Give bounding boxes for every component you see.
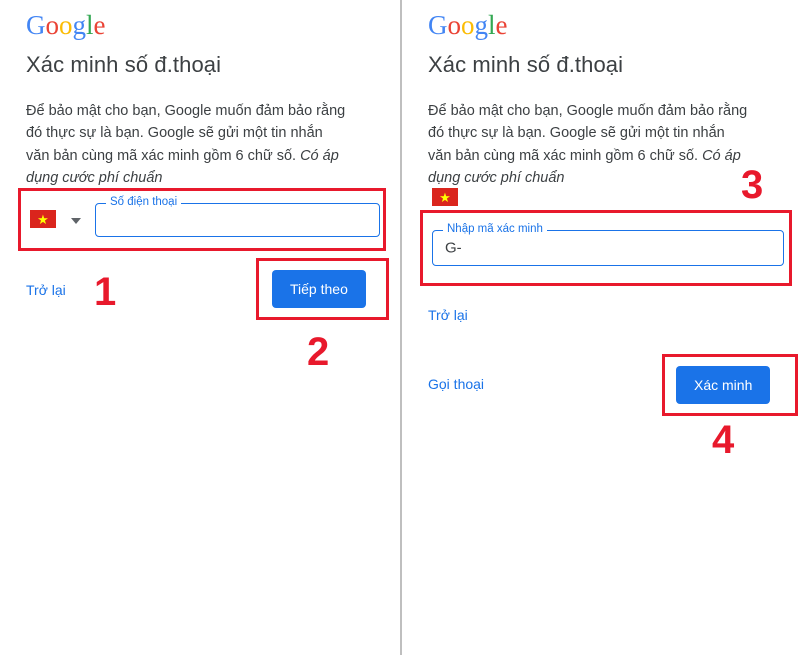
annotation-marker-4: 4 — [712, 418, 735, 462]
description-plain: Để bảo mật cho bạn, Google muốn đảm bảo rằng đó thực sự là bạn. Google sẽ gửi một tin nhắn văn bản cùng mã xác minh gồm 6 chữ số. — [26, 103, 346, 164]
flag-star-glyph: ★ — [37, 211, 49, 227]
description-text — [26, 100, 346, 190]
logo-letter-o2: o — [59, 10, 73, 40]
description-plain-2: Để bảo mật cho bạn, Google muốn đảm bảo rằng đó thực sự là bạn. Google sẽ gửi một tin nhắn văn bản cùng mã xác minh gồm 6 chữ số. — [428, 103, 748, 164]
logo-letter-g2: g — [72, 10, 86, 40]
back-link-2[interactable]: Trở lại — [428, 307, 468, 323]
phone-input-label: Số điện thoại — [106, 196, 181, 208]
next-button[interactable]: Tiếp theo — [272, 270, 366, 308]
code-input-value: G- — [445, 239, 462, 257]
phone-input-wrapper[interactable] — [95, 196, 380, 237]
flag-star-glyph-2: ★ — [439, 189, 451, 205]
logo-letter-o2: o — [461, 10, 475, 40]
logo-letter-e: e — [93, 10, 106, 40]
code-input-wrapper[interactable] — [432, 223, 784, 266]
verify-button[interactable]: Xác minh — [676, 366, 770, 404]
logo-letter-o1: o — [447, 10, 461, 40]
chevron-down-icon[interactable] — [71, 218, 81, 224]
annotation-marker-1: 1 — [94, 270, 117, 314]
annotation-marker-2: 2 — [307, 330, 330, 374]
back-link[interactable]: Trở lại — [26, 282, 66, 298]
logo-letter-g: G — [26, 10, 46, 40]
google-logo — [26, 12, 106, 39]
logo-letter-l: l — [488, 10, 496, 40]
logo-letter-o1: o — [45, 10, 59, 40]
logo-letter-e: e — [495, 10, 508, 40]
google-logo-2 — [428, 12, 508, 39]
call-link[interactable]: Gọi thoại — [428, 376, 485, 392]
panel-step-2 — [400, 0, 800, 655]
country-flag-icon-2[interactable] — [432, 188, 458, 206]
description-italic-2: Có áp dụng cước phí chuẩn — [428, 147, 741, 187]
logo-letter-l: l — [86, 10, 94, 40]
page-title: Xác minh số đ.thoại — [26, 52, 222, 77]
page-title-2: Xác minh số đ.thoại — [428, 52, 624, 77]
country-flag-icon[interactable] — [30, 210, 56, 228]
logo-letter-g2: g — [474, 10, 488, 40]
description-text-2 — [428, 100, 748, 190]
code-input-label: Nhập mã xác minh — [443, 223, 547, 235]
description-italic: Có áp dụng cước phí chuẩn — [26, 147, 339, 187]
logo-letter-g: G — [428, 10, 448, 40]
annotation-marker-3: 3 — [741, 163, 764, 207]
